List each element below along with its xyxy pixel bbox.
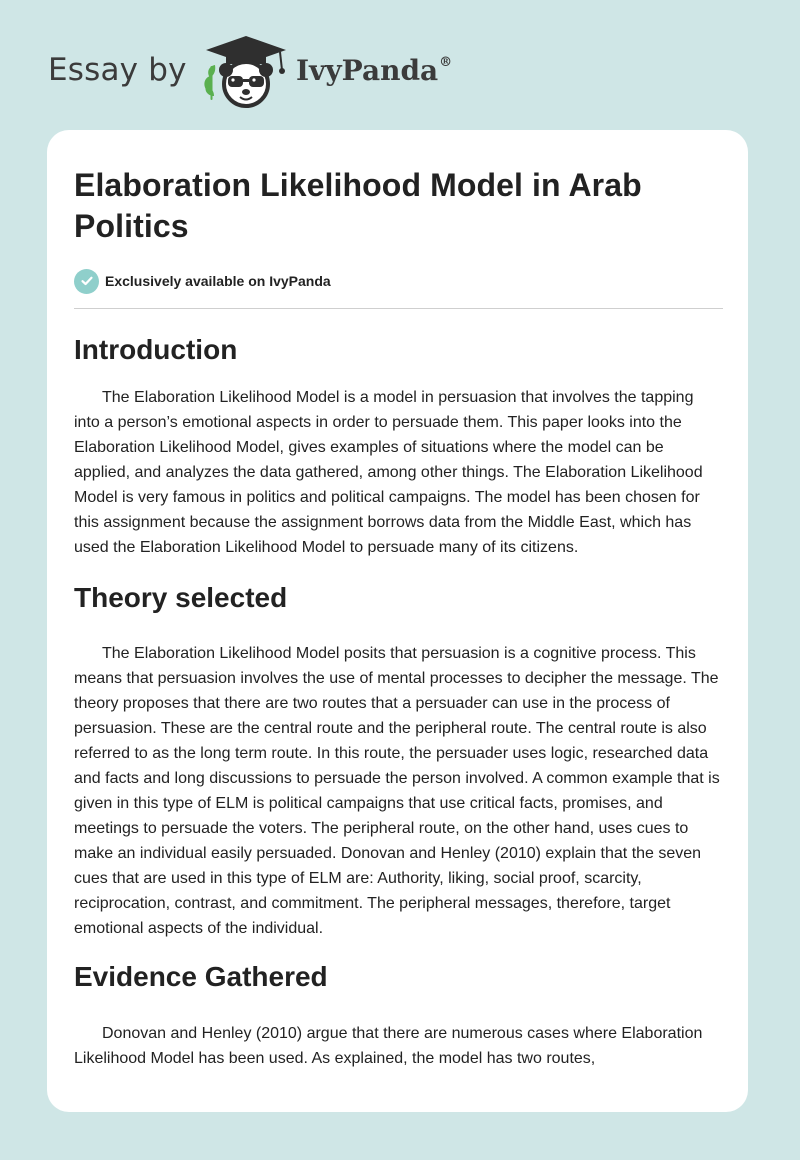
check-circle-icon: [74, 269, 99, 294]
section-heading-introduction: Introduction: [74, 334, 238, 365]
section-heading-theory-selected: Theory selected: [74, 582, 288, 613]
panda-graduate-icon[interactable]: [200, 34, 292, 110]
brand-logo-text[interactable]: IvyPanda®: [296, 54, 453, 87]
essay-content: [74, 130, 723, 1071]
section-heading-evidence-gathered: Evidence Gathered: [74, 961, 328, 992]
divider: [74, 308, 723, 309]
essay-card: [47, 130, 748, 1112]
exclusive-badge: [74, 267, 723, 295]
site-header: [48, 34, 548, 110]
paragraph-theory-selected: The Elaboration Likelihood Model posits that persuasion is a cognitive process. This means that persuasion involves the use of mental processes to decipher the message. The theory proposes that there are two routes that a persuader can use in the process of persuasion. These are the central route and the peripheral route. The central route is also referred to as the long term route. In this route, the persuader uses logic, researched data and facts and long discussions to persuade the person involved. A common example that is given in this type of ELM is political campaigns that use critical facts, promises, and meetings to persuade the voters. The peripheral route, on the other hand, uses cues to make an individual easily persuaded. Donovan and Henley (2010) explain that the seven cues that are used in this type of ELM are: Authority, liking, social proof, scarcity, reciprocation, contrast, and commitment. The peripheral messages, therefore, target emotional aspects of the individual.: [74, 645, 720, 937]
paragraph-introduction: The Elaboration Likelihood Model is a model in persuasion that involves the tapping into a person’s emotional aspects in order to persuade them. This paper looks into the Elaboration Likelihood Model, gives examples of situations where the model can be applied, and analyzes the data gathered, among other things. The Elaboration Likelihood Model is very famous in politics and political campaigns. The model has been chosen for this assignment because the assignment borrows data from the Middle East, which has used the Elaboration Likelihood Model to persuade many of its citizens.: [74, 389, 703, 556]
essay-by-label: Essay by: [48, 52, 187, 88]
paragraph-evidence-gathered: Donovan and Henley (2010) argue that there are numerous cases where Elaboration Likelihood Model has been used. As explained, the model has two routes,: [74, 1025, 703, 1067]
exclusive-badge-text: Exclusively available on IvyPanda: [105, 273, 331, 289]
page-title: Elaboration Likelihood Model in Arab Politics: [74, 167, 642, 244]
